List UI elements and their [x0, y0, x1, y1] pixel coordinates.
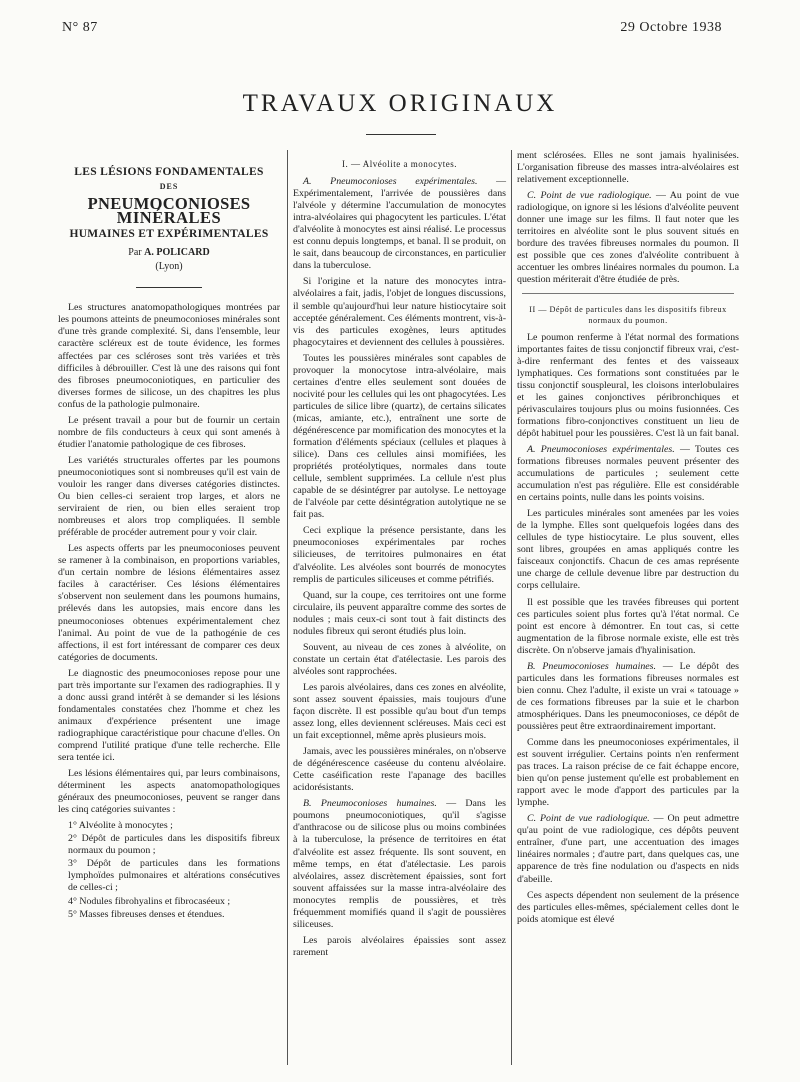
paragraph: Les structures anatomopathologiques montrées par les poumons atteints de pneumoconioses minérales sont d'une très grande complexité. Si, dans l'ensemble, leur caractère scléreux est de toute évidence, les formes affectées par ces scléroses sont très variées et très difficiles à débrouiller. C'est là une des raisons qui font des fibroses pneumoconiotiques, en particulier des diverses formes de silicose, un des chapitres les plus confus de la pathologie pulmonaire. — [58, 302, 280, 410]
paragraph: A. Pneumoconioses expérimentales. — Toutes ces formations fibreuses normales peuvent présenter des accumulations de particules ; seulement cette accumulation n'est pas régulière. Elle est considérable en certains points, nulle dans les points voisins. — [517, 443, 739, 504]
article-title-line-1: LES LÉSIONS FONDAMENTALES — [74, 166, 264, 178]
subsection-label: C. Point de vue radiologique. — [527, 190, 652, 202]
paragraph: Il est possible que les travées fibreuses qui portent ces particules soient plus fortes qu'à l'état normal. Ce point est encore à démontrer. En tout cas, si cette augmentation de la fibrose normale existe, elle est très discrète. On n'observe jamais d'hyalinisation. — [517, 596, 739, 656]
paragraph: Comme dans les pneumoconioses expérimentales, il est souvent irrégulier. Certains points n'en renferment pas traces. La raison précise de ce fait échappe encore, bien qu'on pense justement qu'elle est probablement en rapport avec le mode d'apport des particules par la lymphe. — [517, 737, 739, 809]
subsection-label: B. Pneumoconioses humaines. — [303, 798, 437, 810]
paragraph: Les aspects offerts par les pneumoconioses peuvent se ramener à la combinaison, en proportions variables, d'un certain nombre de lésions élémentaires assez faciles à caractériser. Ces lésions élémentaires s'observent non seulement dans les poumons humains, prélevés dans les autopsies, mais encore dans les pneumoconioses obtenues expérimentalement chez l'animal. Au point de vue de la pathogénie de ces affections, il est fort intéressant de comparer ces deux catégories de documents. — [58, 543, 280, 663]
list-item: 1° Alvéolite à monocytes ; — [68, 820, 173, 832]
paragraph: Toutes les poussières minérales sont capables de provoquer la monocytose intra-alvéolaire, mais certaines d'entre elles seulement sont douées de nocivité pour les cellules qui les ont phagocytées. Les particules de silice libre (quartz), de certains silicates (micas, amiante, etc.), entraînent une sorte de dégénérescence par momification des monocytes et la formation d'éléments spéciaux (cellules et plaques à silice). Dans ces cellules ainsi momifiées, les propriétés protéolytiques, normales dans toute cellule, semblent supprimées. La cellule n'est plus capable de se désintégrer par autolyse. Le nettoyage de l'alvéole par cette désintégration autolytique ne se fait pas. — [293, 352, 506, 521]
column-1 — [58, 166, 280, 922]
issue-date: 29 Octobre 1938 — [620, 20, 722, 35]
list-item: 5° Masses fibreuses denses et étendues. — [68, 908, 225, 920]
section-title: TRAVAUX ORIGINAUX — [242, 90, 558, 117]
paragraph: Souvent, au niveau de ces zones à alvéolite, on constate un certain état d'atélectasie. Les parois des alvéoles sont rapprochées. — [293, 641, 506, 677]
paragraph: Les parois alvéolaires épaissies sont assez rarement — [293, 934, 506, 958]
paragraph: B. Pneumoconioses humaines. — Dans les poumons pneumoconiotiques, qu'il s'agisse d'anthracose ou de silicose plus ou moins combinées à la tuberculose, la présence de territoires en état d'alvéolite est assez fréquente. Ils sont souvent, en même temps, en état d'atélectasie. Les parois alvéolaires, assez discrètement épaissies, sont fort souvent affaissées sur la masse intra-alvéolaire des monocytes remplis de poussières, et très fréquemment momifiés quand il s'agit de poussières siliceuses. — [293, 798, 507, 930]
paragraph: C. Point de vue radiologique. — On peut admettre qu'au point de vue radiologique, ces dépôts peuvent entraîner, d'une part, une accentuation des images linéaires normales ; d'autre part, dans quelques cas, une apparence de très fine nodulation ou d'aspects en nids d'abeille. — [517, 813, 739, 885]
title-divider — [366, 134, 436, 135]
section-heading-alveolite: I. — Alvéolite a monocytes. — [342, 159, 457, 169]
paragraph: Jamais, avec les poussières minérales, on n'observe de dégénérescence caséeuse du contenu alvéolaire. Cette caséification reste l'apanage des bacilles acidorésistants. — [293, 746, 506, 794]
paragraph: Les lésions élémentaires qui, par leurs combinaisons, déterminent les aspects anatomopathologiques généraux des pneumoconioses, peuvent se ranger dans les cinq catégories suivantes : — [58, 768, 280, 816]
paragraph: Les particules minérales sont amenées par les voies de la lymphe. Elles sont quelquefois logées dans des cellules de type histiocytaire. Le plus souvent, elles sont libres, groupées en amas appliqués contre les faisceaux conjonctifs. Chacun de ces amas représente une charge de cellule devenue libre par destruction du corps cellulaire. — [517, 508, 739, 592]
paragraph: Les parois alvéolaires, dans ces zones en alvéolite, sont assez souvent épaissies, mais toujours d'une façon discrète. Il est possible qu'au bout d'un temps assez long, elles deviennent scléreuses. Mais ceci est un fait exceptionnel, même après plusieurs mois. — [293, 681, 506, 742]
paragraph: Ces aspects dépendent non seulement de la présence des particules elles-mêmes, spécialement celles dont le poids atomique est élevé — [517, 889, 739, 925]
paragraph: Le diagnostic des pneumoconioses repose pour une part très importante sur l'examen des radiographies. Il y a donc aussi grand intérêt à se demander si les lésions fondamentales constatées chez l'homme et chez les animaux d'expérience présentent une image radiographique caractéristique pour chacune d'elles. On comprend l'utilité pratique d'une telle recherche. Elle sera tentée ici. — [58, 667, 280, 764]
author-name: A. POLICARD — [144, 247, 210, 259]
subsection-label: A. Pneumoconioses expérimentales. — [527, 443, 675, 455]
article-title-line-4: MINÉRALES — [116, 208, 222, 228]
article-author — [58, 247, 280, 259]
column-divider-1 — [287, 150, 288, 1065]
subsection-label: C. Point de vue radiologique. — [527, 813, 650, 825]
section-separator — [522, 293, 734, 294]
section-heading-depot: II — Dépôt de particules dans les dispositifs fibreux normaux du poumon. — [529, 304, 727, 325]
paragraph: Le poumon renferme à l'état normal des formations importantes faites de tissu conjonctif fibreux vrai, c'est-à-dire renfermant des fentes et des vaisseaux lymphatiques. Ces formations sont constituées par le tissu conjonctif souspleural, les cloisons interlobulaires et les gaines conjonctives péribronchiques et périvasculaires toujours plus ou moins fusionnées. Ces formations fibro-conjonctives constituent un lieu de dépôt habituel pour les poussières. C'est là un fait banal. — [517, 331, 739, 439]
column-divider-2 — [511, 150, 512, 1065]
author-prefix: Par — [128, 247, 142, 259]
article-title-line-5: HUMAINES ET EXPÉRIMENTALES — [69, 228, 269, 241]
list-item: 3° Dépôt de particules dans les formations lymphoïdes pulmonaires et altérations consécutives de celles-ci ; — [68, 858, 280, 894]
article-divider — [136, 287, 202, 288]
paragraph: Si l'origine et la nature des monocytes intra-alvéolaires a fait, jadis, l'objet de longues discussions, il semble qu'aujourd'hui leur nature histiocytaire soit acceptée généralement. Ces éléments montrent, vis-à-vis des particules exogènes, leurs aptitudes phagocytaires et deviennent des cellules à poussières. — [293, 276, 506, 348]
paragraph: B. Pneumoconioses humaines. — Le dépôt des particules dans les formations fibreuses normales est bien connu. Chez l'adulte, il existe un vrai « tatouage » de ces formations fibreuses par la suie et le charbon atmosphériques. Dans les pneumoconioses, ce dépôt de poussières peut être extraordinairement important. — [517, 660, 739, 732]
author-affiliation: (Lyon) — [155, 261, 183, 273]
column-2 — [293, 158, 506, 963]
paragraph: Quand, sur la coupe, ces territoires ont une forme circulaire, ils peuvent apparaître comme des sortes de nodules ; mais ceux-ci sont tout à fait distincts des nodules fibreux qui seront étudiés plus loin. — [293, 589, 506, 637]
subsection-label: B. Pneumoconioses humaines. — [527, 660, 656, 672]
list-item: 2° Dépôt de particules dans les dispositifs fibreux normaux du poumon ; — [68, 833, 280, 857]
issue-number: N° 87 — [62, 20, 98, 35]
paragraph: C. Point de vue radiologique. — Au point de vue radiologique, on ignore si les lésions d'alvéolite peuvent donner une image sur les films. Il faut noter que les territoires en alvéolite sont le plus souvent situés en bordure des travées fibreuses normales du poumon. Il est possible que ces zones d'alvéolite contribuent à accentuer les ombres linéaires normales du poumon. La question mériterait d'être étudiée de près. — [517, 190, 740, 286]
paragraph: Ceci explique la présence persistante, dans les pneumoconioses expérimentales par roches silicieuses, de territoires pulmonaires en état d'alvéolite. Les alvéoles sont bourrés de monocytes remplis de particules siliceuses et comme pétrifiés. — [293, 525, 506, 585]
paragraph: Le présent travail a pour but de fournir un certain nombre de fils conducteurs à ceux qui sont amenés à étudier l'anatomie pathologique de ces fibroses. — [58, 414, 280, 450]
article-title-line-2: DES — [159, 182, 179, 192]
paragraph: A. Pneumoconioses expérimentales. — Expérimentalement, l'arrivée de poussières dans l'alvéole y détermine l'accumulation de monocytes intra-alvéolaires qui phagocytent les particules. L'état d'alvéolite à monocytes est ainsi réalisé. Le processus est connu depuis longtemps, et banal. Il se produit, on le sait, dans beaucoup de circonstances, en particulier dans la tuberculose. — [293, 176, 506, 272]
list-item: 4° Nodules fibrohyalins et fibrocaséeux ; — [68, 895, 231, 907]
paragraph: Les variétés structurales offertes par les poumons pneumoconiotiques sont si nombreuses qu'il est vain de vouloir les ranger dans diverses catégories distinctes. Ou bien celles-ci seraient trop larges, et alors ne serviraient de rien, ou bien elles seraient trop nombreuses et alors trop compliquées. Il semble préférable de procéder autrement pour y voir clair. — [58, 454, 280, 539]
subsection-label: A. Pneumoconioses expérimentales. — [303, 176, 478, 188]
article-title-line-3: PNEUMOCONIOSES — [87, 194, 251, 214]
paragraph: ment sclérosées. Elles ne sont jamais hyalinisées. L'organisation fibreuse des masses intra-alvéolaires est relativement exceptionnelle. — [517, 150, 739, 186]
column-3 — [517, 150, 739, 930]
